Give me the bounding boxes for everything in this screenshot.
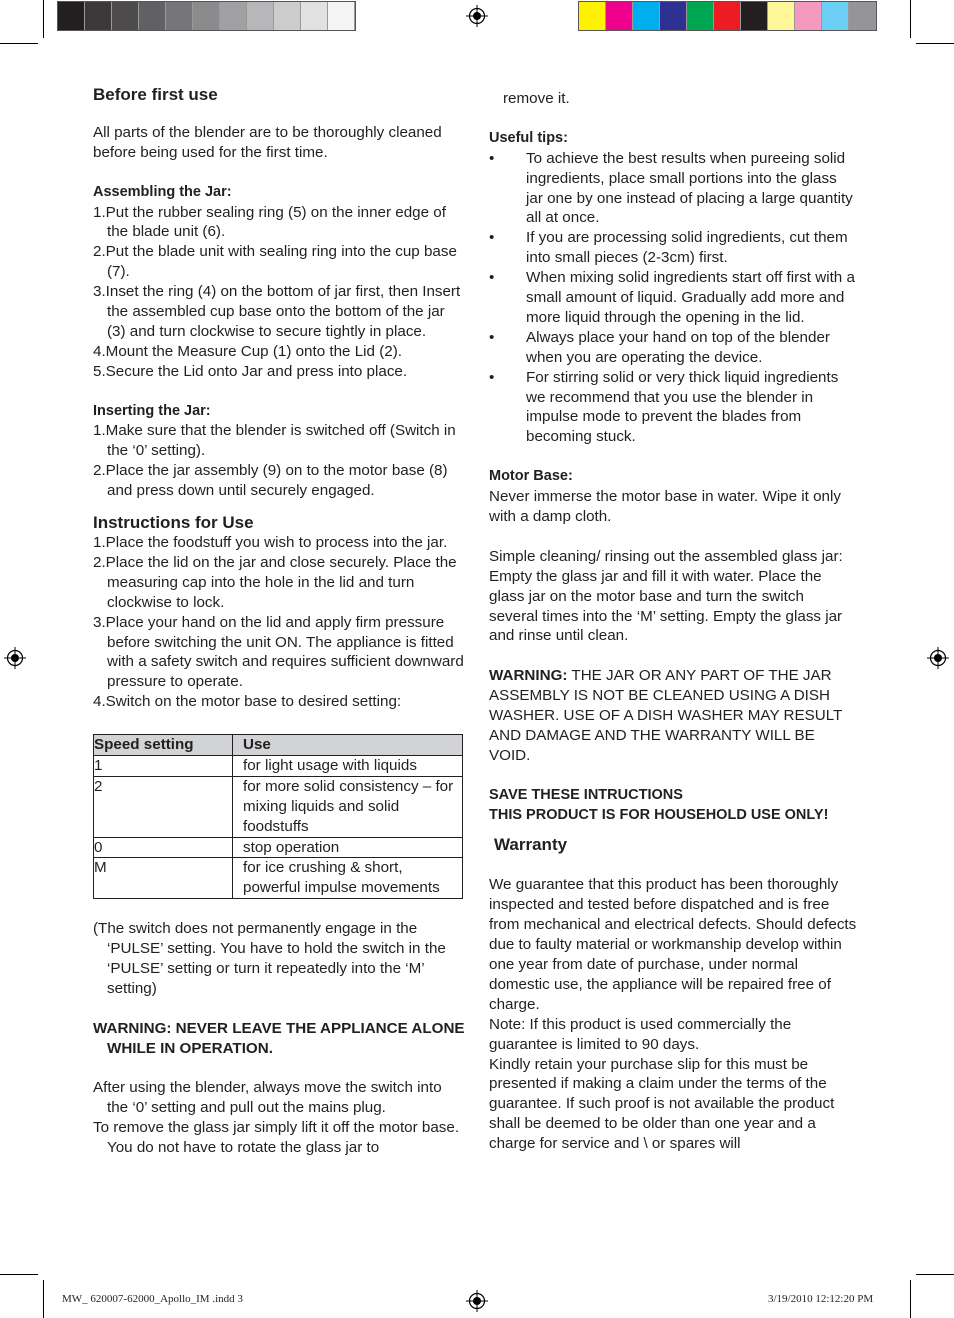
list-item: 2.Place the jar assembly (9) on to the motor base (8) and press down until securely engaged. xyxy=(93,462,448,500)
list-item: 4.Switch on the motor base to desired setting: xyxy=(93,693,402,711)
color-swatch xyxy=(220,2,247,30)
registration-mark-icon xyxy=(4,647,26,669)
list-item: 1.Make sure that the blender is switched off (Switch in the ‘0’ setting). xyxy=(93,422,456,460)
table-cell: M xyxy=(94,858,233,899)
crop-mark xyxy=(910,0,911,38)
table-row xyxy=(94,837,463,858)
assembling-heading: Assembling the Jar: xyxy=(93,183,232,200)
bullet: • xyxy=(489,328,495,346)
table-header: Use xyxy=(233,735,463,756)
pulse-note: (The switch does not permanently engage in the ‘PULSE’ setting. You have to hold the switch in the ‘PULSE’ setting or turn it repeatedly into the ‘M’ setting) xyxy=(93,920,446,997)
list-item xyxy=(489,268,857,328)
color-swatch xyxy=(768,2,795,30)
inserting-heading: Inserting the Jar: xyxy=(93,402,211,419)
registration-mark-icon xyxy=(466,5,488,27)
color-swatch xyxy=(112,2,139,30)
registration-mark-icon xyxy=(927,647,949,669)
list-item: 5.Secure the Lid onto Jar and press into place. xyxy=(93,362,408,380)
list-item: 4.Mount the Measure Cup (1) onto the Lid (2). xyxy=(93,342,402,360)
color-swatch xyxy=(633,2,660,30)
list-item: 1.Place the foodstuff you wish to process into the jar. xyxy=(93,534,448,551)
motor-heading: Motor Base: xyxy=(489,468,573,485)
crop-mark xyxy=(0,1274,38,1275)
color-swatch xyxy=(741,2,768,30)
tip-text: To achieve the best results when pureeing solid ingredients, place small portions into the glass jar one by one instead of placing a large quantity all at once. xyxy=(526,149,853,227)
table-header: Speed setting xyxy=(94,735,233,756)
tip-text: For stirring solid or very thick liquid ingredients we recommend that you use the blender in impulse mode to prevent the blades from becoming stuck. xyxy=(526,368,839,446)
color-swatch xyxy=(795,2,822,30)
table-cell: 1 xyxy=(94,755,233,776)
crop-mark xyxy=(916,43,954,44)
color-swatch xyxy=(660,2,687,30)
tips-heading: Useful tips: xyxy=(489,129,568,146)
section-title: Before first use xyxy=(93,85,218,104)
instructions-list xyxy=(93,533,465,712)
tip-text: If you are processing solid ingredients, cut them into small pieces (2-3cm) first. xyxy=(526,229,848,267)
tip-text: Always place your hand on top of the blender when you are operating the device. xyxy=(526,328,830,366)
table-header-row xyxy=(94,735,463,756)
table-cell: 0 xyxy=(94,837,233,858)
warranty-heading: Warranty xyxy=(494,835,568,855)
crop-mark xyxy=(910,1280,911,1318)
right-column xyxy=(489,85,857,1154)
footer-date: 3/19/2010 12:12:20 PM xyxy=(768,1293,874,1305)
color-swatch xyxy=(822,2,849,30)
crop-mark xyxy=(916,1274,954,1275)
crop-mark xyxy=(0,43,38,44)
color-swatch xyxy=(139,2,166,30)
color-bar xyxy=(578,1,877,31)
list-item xyxy=(489,228,857,268)
bullet: • xyxy=(489,229,495,247)
list-item: 2.Put the blade unit with sealing ring into the cup base (7). xyxy=(93,243,457,281)
table-cell: stop operation xyxy=(233,837,463,858)
table-cell: for more solid consistency – for mixing liquids and solid foodstuffs xyxy=(233,776,463,837)
warranty-paragraph: Kindly retain your purchase slip for this must be presented if making a claim under the terms of the guarantee. If such proof is not available the product shall be deemed to be older than one year and a charge for service and \ or spares will xyxy=(489,1055,835,1153)
bullet: • xyxy=(489,149,495,167)
table-cell: for ice crushing & short, powerful impulse movements xyxy=(233,858,463,899)
motor-text: Never immerse the motor base in water. Wipe it only with a damp cloth. xyxy=(489,488,841,525)
left-column xyxy=(93,85,465,1158)
list-item xyxy=(489,368,857,448)
assembling-list xyxy=(93,203,465,382)
color-swatch xyxy=(301,2,328,30)
intro-text: All parts of the blender are to be thoroughly cleaned before being used for the first time. xyxy=(93,123,442,161)
tip-text: When mixing solid ingredients start off first with a small amount of liquid. Gradually add more and more liquid through the opening in the lid. xyxy=(526,269,855,326)
color-swatch xyxy=(714,2,741,30)
table-cell: 2 xyxy=(94,776,233,837)
list-item: 3.Inset the ring (4) on the bottom of jar first, then Insert the assembled cup base onto the bottom of the jar (3) and turn clockwise to secure tightly in place. xyxy=(93,283,461,340)
household-use-notice: THIS PRODUCT IS FOR HOUSEHOLD USE ONLY! xyxy=(489,806,829,823)
remove-continued: remove it. xyxy=(503,90,570,107)
color-swatch xyxy=(328,2,355,30)
cleaning-heading: Simple cleaning/ rinsing out the assembled glass jar: xyxy=(489,547,843,565)
cleaning-text: Empty the glass jar and fill it with water. Place the glass jar on the motor base and turn the switch several times into the ‘M’ setting. Empty the glass jar and rinse until clean. xyxy=(489,567,843,645)
color-swatch xyxy=(606,2,633,30)
color-swatch xyxy=(58,2,85,30)
warranty-paragraph: We guarantee that this product has been thoroughly inspected and tested before dispatched and is free from mechanical and electrical defects. Should defects due to faulty material or workmanship develop within one year from date of purchase, under normal domestic use, the appliance will be repaired free of charge. xyxy=(489,876,857,1013)
list-item: 3.Place your hand on the lid and apply firm pressure before switching the unit ON. The appliance is fitted with a safety switch and requires sufficient downward pressure to operate. xyxy=(93,613,464,691)
crop-mark xyxy=(43,1280,44,1318)
save-instructions: SAVE THESE INTRUCTIONS xyxy=(489,786,683,803)
dishwasher-warning xyxy=(489,666,857,766)
color-swatch xyxy=(85,2,112,30)
warning-text: WARNING: NEVER LEAVE THE APPLIANCE ALONE WHILE IN OPERATION. xyxy=(93,1019,465,1057)
warning-body: THE JAR OR ANY PART OF THE JAR ASSEMBLY IS NOT BE CLEANED USING A DISH WASHER. USE OF A DISH WASHER MAY RESULT AND DAMAGE AND THE WARRANTY WILL BE VOID. xyxy=(489,667,843,764)
color-swatch xyxy=(166,2,193,30)
color-swatch xyxy=(247,2,274,30)
crop-mark xyxy=(43,0,44,38)
speed-table xyxy=(93,734,463,899)
list-item xyxy=(489,328,857,368)
list-item xyxy=(489,149,857,229)
table-row xyxy=(94,858,463,899)
color-swatch xyxy=(274,2,301,30)
color-swatch xyxy=(193,2,220,30)
table-cell: for light usage with liquids xyxy=(233,755,463,776)
bullet: • xyxy=(489,368,495,386)
color-swatch xyxy=(687,2,714,30)
table-row xyxy=(94,776,463,837)
color-swatch xyxy=(849,2,876,30)
list-item: 2.Place the lid on the jar and close securely. Place the measuring cap into the hole in the lid and turn clockwise to lock. xyxy=(93,553,457,611)
warranty-note: Note: If this product is used commercially the guarantee is limited to 90 days. xyxy=(489,1015,792,1053)
bullet: • xyxy=(489,269,495,287)
gray-color-bar xyxy=(57,1,356,31)
list-item: 1.Put the rubber sealing ring (5) on the inner edge of the blade unit (6). xyxy=(93,203,446,241)
inserting-list xyxy=(93,421,465,501)
table-row xyxy=(94,755,463,776)
after-use-text: After using the blender, always move the switch into the ‘0’ setting and pull out the mains plug. xyxy=(93,1079,442,1117)
registration-mark-icon xyxy=(466,1290,488,1312)
remove-jar-text: To remove the glass jar simply lift it off the motor base. You do not have to rotate the glass jar to xyxy=(93,1119,460,1157)
tips-list xyxy=(489,149,857,448)
color-swatch xyxy=(579,2,606,30)
instructions-heading: Instructions for Use xyxy=(93,513,254,533)
footer-file-name: MW_ 620007-62000_Apollo_IM .indd 3 xyxy=(62,1293,243,1305)
warning-label: WARNING: xyxy=(489,667,568,685)
